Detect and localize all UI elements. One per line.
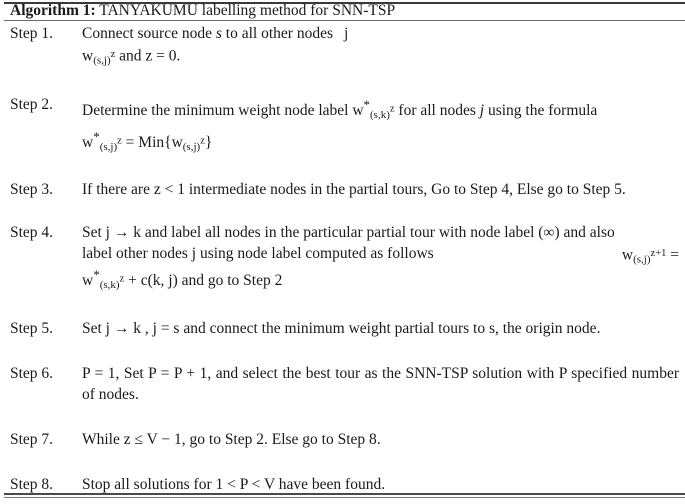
algorithm-step <box>0 363 685 405</box>
step-text: for all nodes <box>394 101 480 119</box>
node-label-formula-fragment <box>608 243 679 271</box>
step-label: Step 8. <box>10 476 54 494</box>
weight-superscript: z+1 <box>650 248 667 260</box>
step-body <box>82 222 679 296</box>
step-label: Step 1. <box>10 25 54 42</box>
step-body <box>82 179 679 200</box>
step-label: Step 6. <box>10 365 54 383</box>
step-text: Determine the minimum weight node label w <box>82 101 364 119</box>
algorithm-keyword: Algorithm 1: <box>10 2 96 19</box>
algorithm-step <box>0 318 685 339</box>
algorithm-step <box>0 23 685 72</box>
weight-subscript: (s,j) <box>99 140 118 153</box>
weight-subscript: (s,j) <box>633 254 651 267</box>
algorithm-step <box>0 222 685 296</box>
step-label: Step 5. <box>10 320 54 338</box>
formula-close-brace: } <box>204 133 213 151</box>
formula-equals: = <box>666 247 679 265</box>
step-line <box>82 264 679 296</box>
weight-symbol: w <box>82 272 94 290</box>
step-body <box>82 318 679 339</box>
optimal-star: * <box>93 267 100 283</box>
step-var-s: s <box>215 25 222 42</box>
step-text: Connect source node <box>82 25 216 42</box>
step-text: If there are z < 1 intermediate nodes in the partial tours, Go to Step 4, Else go to Step 5. <box>82 181 626 199</box>
weight-subscript: (s,j) <box>182 140 201 153</box>
step-text: + c(k, j) and go to Step 2 <box>124 272 283 290</box>
step-var-j: j <box>479 101 485 119</box>
algorithm-step <box>0 94 685 158</box>
step-body <box>82 94 679 158</box>
step-label: Step 7. <box>10 431 54 449</box>
step-line <box>82 243 679 267</box>
weight-symbol: w <box>621 247 634 265</box>
weight-superscript: z <box>117 134 122 146</box>
weight-superscript: z <box>200 134 205 146</box>
step-line: Set j → k and label all nodes in the particular partial tour with node label (∞) and also <box>82 224 615 242</box>
weight-symbol: w <box>82 47 94 65</box>
step-text: to all other nodes <box>221 25 333 42</box>
step-text: using the formula <box>484 101 598 119</box>
step-label: Step 4. <box>10 224 54 242</box>
step-text: Set j → k , j = s and connect the minimum weight partial tours to s, the origin node. <box>82 320 601 338</box>
weight-superscript: z <box>119 273 125 285</box>
step-body <box>82 363 679 405</box>
step-line <box>82 23 679 44</box>
weight-subscript: (s,k) <box>99 279 120 292</box>
bottom-border-rule <box>4 493 685 495</box>
algorithm-title-text: TANYAKUMU labelling method for SNN-TSP <box>95 2 396 19</box>
step-body <box>82 23 679 72</box>
step-line <box>82 94 679 126</box>
step-line <box>82 44 679 72</box>
step-text: and z = 0. <box>115 47 181 65</box>
algorithm-steps-list <box>0 23 685 495</box>
step-text: P = 1, Set P = P + 1, and select the best tour as the SNN-TSP solution with P specified number of nodes. <box>82 365 679 404</box>
step-text: Stop all solutions for 1 < P < V have been found. <box>82 476 386 494</box>
step-text: label other nodes j using node label computed as follows <box>82 245 434 263</box>
optimal-star: * <box>363 96 371 112</box>
step-label: Step 3. <box>10 181 54 199</box>
formula-equals: = Min{w <box>121 133 183 151</box>
algorithm-step <box>0 429 685 450</box>
step-var-j: j <box>343 25 349 42</box>
weight-superscript: z <box>110 49 116 60</box>
weight-symbol: w <box>82 133 94 151</box>
step-line <box>82 126 679 158</box>
weight-subscript: (s,j) <box>93 54 111 67</box>
algorithm-step <box>0 179 685 200</box>
bottom-border-rule-secondary <box>4 497 685 498</box>
header-divider-rule <box>4 20 685 21</box>
weight-subscript: (s,k) <box>370 108 390 121</box>
optimal-star: * <box>93 128 100 144</box>
step-text: While z ≤ V − 1, go to Step 2. Else go to Step 8. <box>82 431 381 449</box>
step-label: Step 2. <box>10 95 54 113</box>
algorithm-title <box>10 1 395 20</box>
weight-superscript: z <box>389 102 395 114</box>
step-body <box>82 429 679 450</box>
